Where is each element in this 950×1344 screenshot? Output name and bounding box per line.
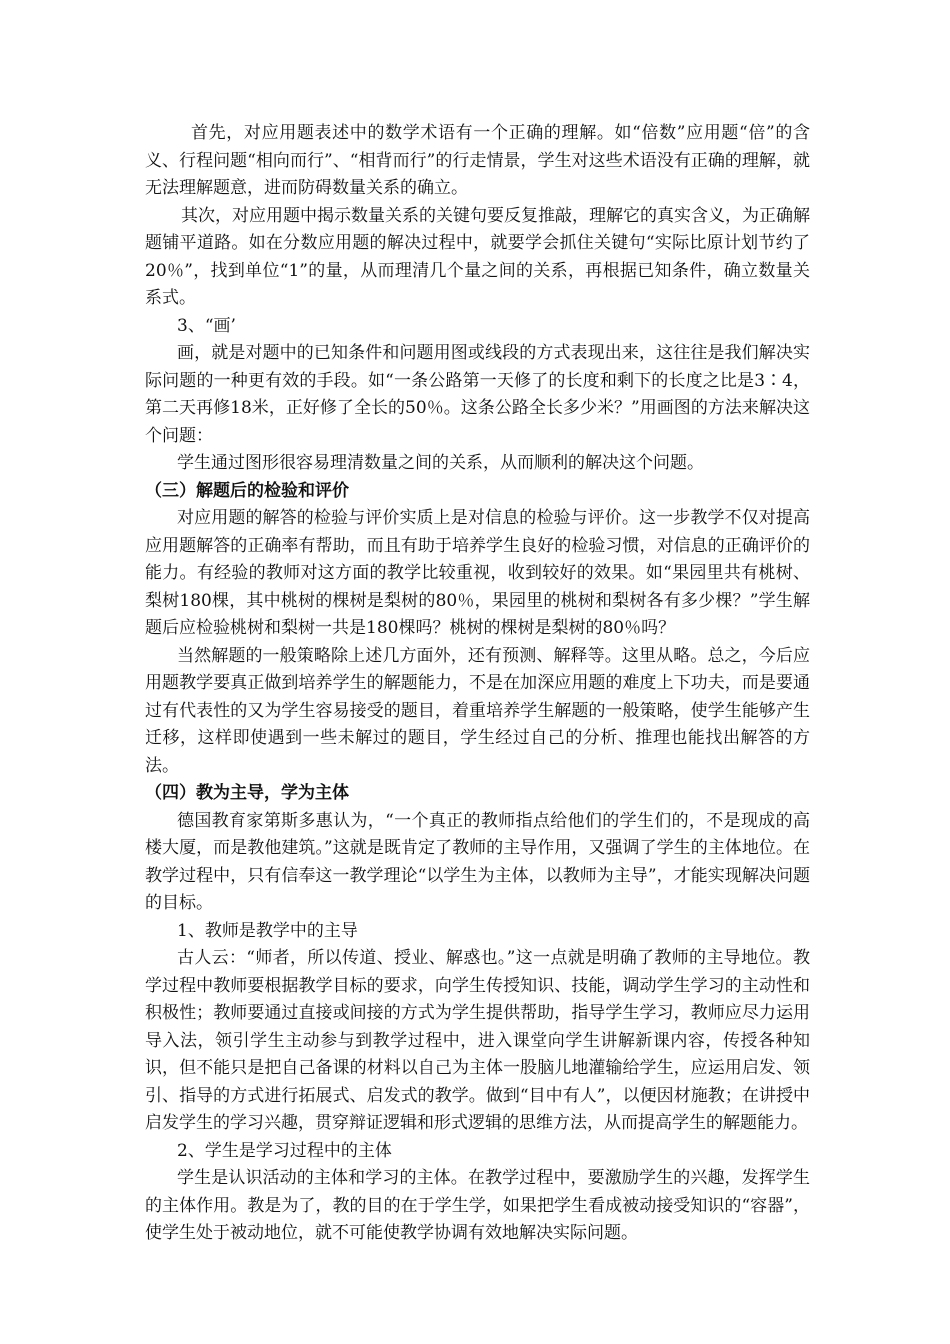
paragraph: 德国教育家第斯多惠认为，“一个真正的教师指点给他们的学生们的，不是现成的高楼大厦，而是教他建筑。”这就是既肯定了教师的主导作用，又强调了学生的主体地位。在教学过程中，只有信奉这一教学理论“以学生为主体，以教师为主导”，才能实现解决问题的目标。 bbox=[145, 810, 810, 913]
paragraph: 对应用题的解答的检验与评价实质上是对信息的检验与评价。这一步教学不仅对提高应用题解答的正确率有帮助，而且有助于培养学生良好的检验习惯，对信息的正确评价的能力。有经验的教师对这方面的教学比较重视，收到较好的效果。如“果园里共有桃树、梨树180棵，其中桃树的棵树是梨树的80％，果园里的桃树和梨树各有多少棵？”学生解题后应检验桃树和梨树一共是180棵吗？桃树的棵树是梨树的80％吗？ bbox=[145, 508, 810, 638]
paragraph: 画，就是对题中的已知条件和问题用图或线段的方式表现出来，这往往是我们解决实际问题的一种更有效的手段。如“一条公路第一天修了的长度和剩下的长度之比是3∶4，第二天再修18米，正好修了全长的50％。这条公路全长多少米？”用画图的方法来解决这个问题： bbox=[145, 343, 810, 446]
paragraph: 3、“画’ bbox=[177, 315, 236, 336]
paragraph: 学生通过图形很容易理清数量之间的关系，从而顺利的解决这个问题。 bbox=[177, 453, 704, 473]
section-heading: （三）解题后的检验和评价 bbox=[145, 480, 349, 501]
paragraph: 1、教师是教学中的主导 bbox=[177, 920, 358, 941]
paragraph: 古人云：“师者，所以传道、授业、解惑也。”这一点就是明确了教师的主导地位。教学过程中教师要根据教学目标的要求，向学生传授知识、技能，调动学生学习的主动性和积极性；教师要通过直接或间接的方式为学生提供帮助，指导学生学习，教师应尽力运用导入法，领引学生主动参与到教学过程中，进入课堂向学生讲解新课内容，传授各种知识，但不能只是把自己备课的材料以自己为主体一股脑儿地灌输给学生，应运用启发、领引、指导的方式进行拓展式、启发式的教学。做到“目中有人”，以便因材施教；在讲授中启发学生的学习兴趣，贯穿辩证逻辑和形式逻辑的思维方法，从而提高学生的解题能力。 bbox=[145, 948, 810, 1133]
paragraph: 首先，对应用题表述中的数学术语有一个正确的理解。如“倍数”应用题“倍”的含义、行程问题“相向而行”、“相背而行”的行走情景，学生对这些术语没有正确的理解，就无法理解题意，进而防碍数量关系的确立。 bbox=[145, 123, 810, 198]
paragraph: 2、学生是学习过程中的主体 bbox=[177, 1140, 392, 1161]
document-body bbox=[145, 120, 810, 1248]
paragraph: 学生是认识活动的主体和学习的主体。在教学过程中，要激励学生的兴趣，发挥学生的主体作用。教是为了，教的目的在于学生学，如果把学生看成被动接受知识的“容器”，使学生处于被动地位，就不可能使教学协调有效地解决实际问题。 bbox=[145, 1168, 810, 1243]
paragraph: 其次，对应用题中揭示数量关系的关键句要反复推敲，理解它的真实含义，为正确解题铺平道路。如在分数应用题的解决过程中，就要学会抓住关键句“实际比原计划节约了20％”，找到单位“1”的量，从而理清几个量之间的关系，再根据已知条件，确立数量关系式。 bbox=[145, 205, 810, 308]
section-heading: （四）教为主导，学为主体 bbox=[145, 783, 349, 803]
paragraph: 当然解题的一般策略除上述几方面外，还有预测、解释等。这里从略。总之，今后应用题教学要真正做到培养学生的解题能力，不是在加深应用题的难度上下功夫，而是要通过有代表性的又为学生容易接受的题目，着重培养学生解题的一般策略，使学生能够产生迁移，这样即使遇到一些未解过的题目，学生经过自己的分析、推理也能找出解答的方法。 bbox=[145, 645, 810, 776]
